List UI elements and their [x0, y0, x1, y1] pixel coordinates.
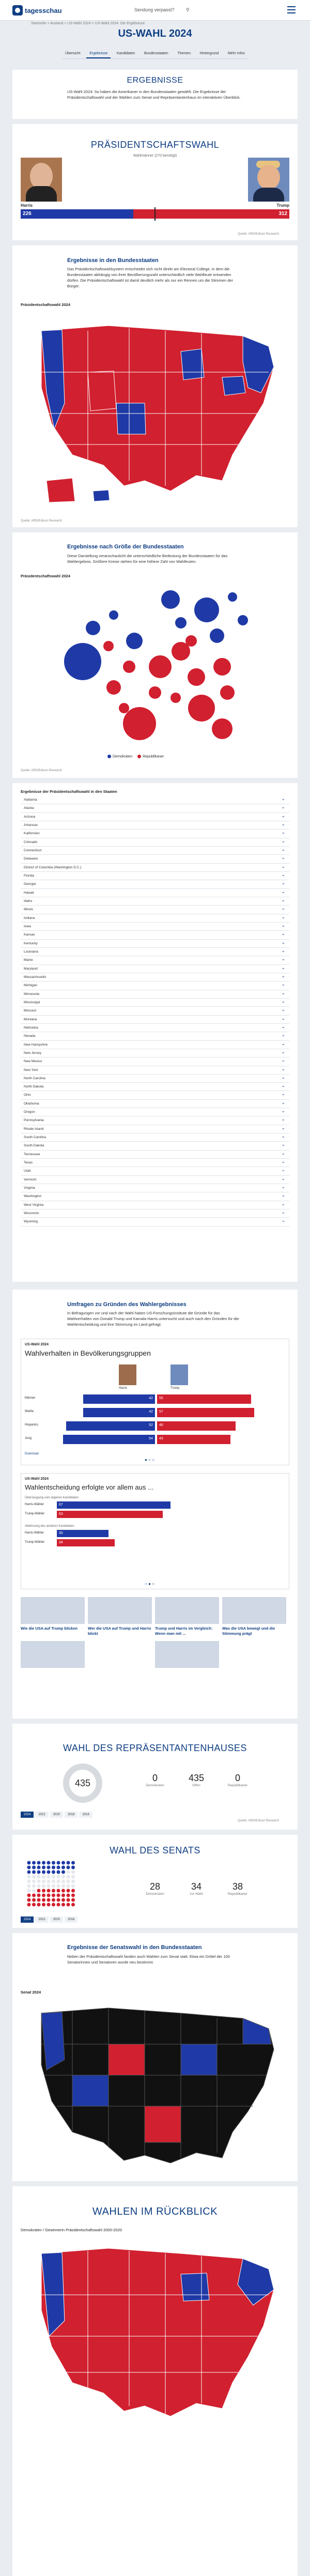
poll1-download[interactable]: Download — [25, 1452, 39, 1455]
state-row[interactable]: Florida ⌄ — [21, 872, 289, 880]
state-row[interactable]: Nebraska ⌄ — [21, 1024, 289, 1032]
poll-row — [25, 1393, 285, 1406]
senate-seat — [57, 1894, 60, 1897]
senate-seat — [37, 1861, 41, 1865]
teaser-image — [222, 1597, 286, 1624]
tab-candidates[interactable]: Kandidaten — [116, 52, 135, 55]
trump-label: Trump — [276, 203, 289, 208]
poll-row-label: Hispanics — [25, 1423, 39, 1427]
senate-seat — [37, 1889, 41, 1893]
state-row[interactable]: New Jersey ⌄ — [21, 1049, 289, 1057]
senate-seat — [57, 1884, 60, 1888]
senate-seat — [47, 1894, 51, 1897]
poll-trump-name: Trump — [171, 1387, 180, 1390]
harris-votes: 226 — [23, 211, 32, 217]
legend-rep: Republikaner — [143, 755, 164, 759]
state-row[interactable]: West Virginia ⌄ — [21, 1201, 289, 1209]
poll-row — [25, 1420, 285, 1433]
results-text: US-Wahl 2024: So haben die Amerikaner in den Bundesstaaten gewählt. Die Ergebnisse der Präsidentschaftswahl und der Wahlen zum Senat und Repräsentantenhaus im interaktiven Überblick. — [67, 89, 241, 100]
senate-seat — [61, 1889, 65, 1893]
poll2-label-h1: Harris-Wähler — [25, 1503, 44, 1506]
house-tab-3[interactable]: 2020 — [50, 1812, 63, 1818]
state-row[interactable]: Washington ⌄ — [21, 1192, 289, 1201]
senate-seat — [52, 1884, 55, 1888]
site-logo-text[interactable]: tagesschau — [25, 7, 62, 14]
senate-tab-4[interactable]: 2018 — [65, 1916, 78, 1923]
senate-seat — [47, 1903, 51, 1907]
house-tab-4[interactable]: 2018 — [65, 1812, 78, 1818]
senate-seat — [61, 1903, 65, 1907]
menu-icon[interactable] — [287, 6, 296, 13]
teaser-image — [21, 1597, 85, 1624]
senate-seat — [27, 1903, 31, 1907]
tab-results[interactable]: Ergebnisse — [86, 50, 111, 58]
senate-seat — [32, 1898, 36, 1902]
bubble-text: Diese Darstellung veranschaulicht die unterschiedliche Bedeutung der Bundesstaaten für das Wahlergebnis. Größere Kreise stehen für eine höhere Zahl von Wahlleuten. — [67, 554, 228, 564]
results-heading: ERGEBNISSE — [127, 76, 183, 85]
senate-seat — [67, 1870, 70, 1874]
senate-seat — [32, 1870, 36, 1874]
state-row[interactable]: Wyoming ⌄ — [21, 1218, 289, 1226]
page-title: US-WAHL 2024 — [118, 28, 192, 39]
state-row[interactable]: New Mexico ⌄ — [21, 1057, 289, 1066]
senate-seat — [52, 1889, 55, 1893]
poll1-title: Wahlverhalten in Bevölkerungsgruppen — [25, 1349, 151, 1357]
senate-seat — [42, 1884, 45, 1888]
senate-rep-stat: 38 Republikaner — [227, 1881, 248, 1896]
poll-harris-bar: 52 — [66, 1421, 155, 1431]
senate-seat — [61, 1870, 65, 1874]
electoral-bar — [21, 209, 289, 219]
state-row[interactable]: Vermont ⌄ — [21, 1176, 289, 1184]
us-ec-map[interactable] — [26, 310, 284, 517]
senate-seat — [32, 1894, 36, 1897]
state-row[interactable]: Delaware ⌄ — [21, 855, 289, 863]
state-row[interactable]: Kalifornien ⌄ — [21, 830, 289, 838]
state-row[interactable]: Idaho ⌄ — [21, 897, 289, 906]
senate-seat — [71, 1884, 75, 1888]
state-row[interactable]: Ohio ⌄ — [21, 1091, 289, 1099]
senate-tabs — [21, 1916, 78, 1923]
senate-seat — [37, 1875, 41, 1879]
senate-seat — [52, 1866, 55, 1869]
senate-seat — [61, 1875, 65, 1879]
senate-seat — [71, 1866, 75, 1869]
bubble-heading: Ergebnisse nach Größe der Bundesstaaten — [67, 544, 184, 550]
senate-seat — [27, 1898, 31, 1902]
senate-seat — [57, 1866, 60, 1869]
senate-seat — [47, 1898, 51, 1902]
senate-tab-3[interactable]: 2020 — [50, 1916, 63, 1923]
state-row[interactable]: Indiana ⌄ — [21, 914, 289, 923]
tab-topics[interactable]: Themen — [177, 52, 191, 55]
senate-seat — [67, 1903, 70, 1907]
state-row[interactable]: Maryland ⌄ — [21, 965, 289, 973]
carousel-dots-1[interactable]: ● ○ ○ — [145, 1458, 154, 1462]
state-row[interactable]: Minnesota ⌄ — [21, 990, 289, 999]
teaser-tile-4[interactable]: Was die USA bewegt und die Stimmung prägt — [222, 1597, 286, 1636]
senate-seat — [67, 1898, 70, 1902]
ec-map-label: Präsidentschaftswahl 2024 — [21, 302, 70, 307]
senate-map-heading: Ergebnisse der Senatswahl in den Bundesstaaten — [67, 1944, 202, 1951]
tagesschau-logo-icon[interactable] — [12, 5, 23, 16]
trump-portrait — [248, 158, 289, 202]
senate-seat — [57, 1880, 60, 1883]
poll2-bar-t2: 34 — [57, 1539, 115, 1546]
senate-seat — [27, 1884, 31, 1888]
senate-seat — [61, 1894, 65, 1897]
tab-overview[interactable]: Übersicht — [65, 52, 81, 55]
poll-trump-bar: 57 — [157, 1408, 254, 1417]
state-row[interactable]: Alaska ⌄ — [21, 804, 289, 812]
poll-trump-photo — [171, 1364, 188, 1385]
senate-seat — [61, 1861, 65, 1865]
senate-seat — [27, 1889, 31, 1893]
senate-tab-2[interactable]: 2022 — [35, 1916, 48, 1923]
bubble-chart-label: Präsidentschaftswahl 2024 — [21, 574, 70, 578]
senate-seat — [47, 1884, 51, 1888]
house-tabs — [21, 1812, 92, 1818]
senate-seat — [47, 1870, 51, 1874]
majority-marker — [154, 207, 156, 221]
poll-trump-bar: 46 — [157, 1421, 236, 1431]
senate-map[interactable] — [26, 1998, 284, 2173]
state-row[interactable]: Hawaii ⌄ — [21, 889, 289, 897]
senate-seat — [42, 1870, 45, 1874]
senate-seat — [52, 1894, 55, 1897]
poll2-kicker: US-Wahl 2024 — [25, 1477, 49, 1481]
state-row[interactable]: Oklahoma ⌄ — [21, 1100, 289, 1108]
state-row[interactable]: Maine ⌄ — [21, 956, 289, 964]
teaser-image — [88, 1597, 152, 1624]
senate-seat — [57, 1898, 60, 1902]
senate-seat — [71, 1870, 75, 1874]
poll-row-label: Männer — [25, 1397, 36, 1400]
harris-label: Harris — [21, 203, 33, 208]
breadcrumb[interactable]: Startseite > Ausland > US-Wahl 2024 > US-Wahl 2024: Die Ergebnisse — [31, 22, 145, 25]
state-row[interactable]: District of Columbia (Washington D.C.) ⌄ — [21, 864, 289, 872]
poll-harris-photo — [119, 1364, 136, 1385]
teaser-image — [155, 1641, 219, 1668]
state-row[interactable]: Arkansas ⌄ — [21, 821, 289, 830]
state-row[interactable]: Missouri ⌄ — [21, 1007, 289, 1015]
senate-seat — [47, 1861, 51, 1865]
poll-row — [25, 1433, 285, 1447]
poll-trump-bar: 43 — [157, 1435, 230, 1444]
senate-seat — [52, 1870, 55, 1874]
teaser-tile-1[interactable]: Wie die USA auf Trump blicken — [21, 1597, 85, 1631]
senate-seat — [61, 1866, 65, 1869]
state-row[interactable]: Michigan ⌄ — [21, 982, 289, 990]
senate-seat — [47, 1875, 51, 1879]
senate-seat — [47, 1866, 51, 1869]
poll-row-label: Jung — [25, 1437, 32, 1440]
polls-text: In Befragungen vor und nach der Wahl haben US-Forschungsinstitute die Gründe für das Wahlverhalten von Donald Trump und Kamala Harris untersucht und auch nach den Gründen für die Wahlentscheidung und ihre Stimmung im Land gefragt. — [67, 1311, 239, 1327]
senate-seat-grid — [26, 1860, 78, 1909]
ec-source: Quelle: ARD/Edison Research — [21, 519, 63, 523]
senate-seat — [57, 1903, 60, 1907]
poll-trump-bar: 55 — [157, 1394, 251, 1404]
state-row[interactable]: New York ⌄ — [21, 1066, 289, 1075]
poll-harris-name: Harris — [119, 1387, 127, 1390]
senate-seat — [47, 1880, 51, 1883]
house-dem-stat: 0 Demokraten — [146, 1773, 164, 1787]
house-tab-2[interactable]: 2022 — [35, 1812, 48, 1818]
house-total: 435 — [74, 1778, 91, 1788]
state-row[interactable]: North Dakota ⌄ — [21, 1083, 289, 1091]
senate-seat — [57, 1889, 60, 1893]
poll-harris-bar: 42 — [83, 1394, 155, 1404]
state-row[interactable]: Georgia ⌄ — [21, 880, 289, 888]
senate-seat — [27, 1861, 31, 1865]
senate-seat — [32, 1861, 36, 1865]
president-source: Quelle: ARD/Edison Research — [238, 233, 280, 236]
senate-seat — [37, 1866, 41, 1869]
rep-legend-icon — [137, 755, 141, 758]
section-nav — [62, 50, 248, 59]
state-row[interactable]: Texas ⌄ — [21, 1159, 289, 1167]
senate-seat — [37, 1880, 41, 1883]
teaser-image — [21, 1641, 85, 1668]
senate-seat — [71, 1903, 75, 1907]
state-row[interactable]: Rhode Island ⌄ — [21, 1125, 289, 1133]
senate-seat — [52, 1861, 55, 1865]
state-row[interactable]: Colorado ⌄ — [21, 838, 289, 847]
senate-seat — [42, 1894, 45, 1897]
senate-seat — [27, 1875, 31, 1879]
senate-seat — [61, 1884, 65, 1888]
senate-heading: WAHL DES SENATS — [110, 1845, 200, 1856]
missed-show-link[interactable]: Sendung verpasst? — [134, 7, 175, 12]
state-row[interactable]: North Carolina ⌄ — [21, 1075, 289, 1083]
senate-seat — [71, 1898, 75, 1902]
senate-seat — [67, 1866, 70, 1869]
review-label: Demokraten / Gewinnerin Präsidentschaftswahl 2000-2020 — [21, 2228, 122, 2232]
senate-seat — [67, 1880, 70, 1883]
harris-bar-fill — [21, 209, 133, 219]
senate-seat — [37, 1894, 41, 1897]
house-open-stat: 435 Offen — [188, 1773, 205, 1787]
senate-seat — [42, 1861, 45, 1865]
senate-seat — [71, 1880, 75, 1883]
senate-seat — [52, 1880, 55, 1883]
state-row[interactable]: Louisiana ⌄ — [21, 948, 289, 956]
ec-text: Das Präsidentschaftswahlsystem entscheidet sich nicht direkt am Electoral College, in dem die Bundesstaaten abhängig von ihrer Bevölkerungszahl unterschiedlich viele Wahlleute entsenden dürfen. Die Präsidentschaftswahl ist damit deutlich mehr als nur ein Rennen um die Stimmen der Bürger. — [67, 267, 233, 288]
senate-seat — [57, 1861, 60, 1865]
house-heading: WAHL DES REPRÄSENTANTENHAUSES — [63, 1743, 247, 1753]
state-row[interactable]: Kansas ⌄ — [21, 931, 289, 939]
state-row[interactable]: Montana ⌄ — [21, 1016, 289, 1024]
state-row[interactable]: Iowa ⌄ — [21, 923, 289, 931]
teaser-tile-2[interactable]: Wer die USA auf Trump und Harris blickt — [88, 1597, 152, 1636]
senate-seat — [32, 1866, 36, 1869]
review-heading: WAHLEN IM RÜCKBLICK — [92, 2206, 218, 2217]
senate-seat — [71, 1894, 75, 1897]
senate-open-stat: 34 zur Wahl — [190, 1881, 203, 1896]
state-row[interactable]: Tennessee ⌄ — [21, 1151, 289, 1159]
senate-seat — [42, 1889, 45, 1893]
senate-seat — [61, 1880, 65, 1883]
state-row[interactable]: Wisconsin ⌄ — [21, 1209, 289, 1218]
state-row[interactable]: Arizona ⌄ — [21, 813, 289, 821]
harris-portrait — [21, 158, 62, 202]
teaser-tile-6[interactable] — [155, 1641, 219, 1668]
poll2-group2: Ablehnung des anderen Kandidaten — [25, 1525, 74, 1528]
senate-seat — [67, 1884, 70, 1888]
ec-heading: Ergebnisse in den Bundesstaaten — [67, 257, 159, 264]
state-row[interactable]: Oregon ⌄ — [21, 1108, 289, 1116]
senate-seat — [71, 1875, 75, 1879]
president-subtitle: Wahlmänner (270 benötigt) — [133, 154, 177, 158]
poll-row — [25, 1406, 285, 1420]
senate-seat — [67, 1889, 70, 1893]
poll-rows — [25, 1393, 285, 1447]
poll2-bar-h2: 30 — [57, 1530, 109, 1537]
poll2-label-h2: Harris-Wähler — [25, 1531, 44, 1535]
president-heading: PRÄSIDENTSCHAFTSWAHL — [90, 140, 220, 150]
poll1-kicker: US-Wahl 2024 — [25, 1343, 49, 1346]
states-accordion — [21, 796, 289, 1226]
search-icon[interactable]: ⚲ — [186, 7, 190, 12]
house-tab-5[interactable]: 2016 — [79, 1812, 92, 1818]
poll-row-label: Weiße — [25, 1410, 34, 1413]
state-row[interactable]: Connecticut ⌄ — [21, 847, 289, 855]
state-row[interactable]: Mississippi ⌄ — [21, 999, 289, 1007]
house-rep-stat: 0 Republikaner — [227, 1773, 248, 1787]
senate-seat — [42, 1898, 45, 1902]
senate-seat — [52, 1875, 55, 1879]
poll-harris-bar: 54 — [63, 1435, 155, 1444]
senate-seat — [47, 1889, 51, 1893]
site-header — [0, 0, 310, 21]
state-row[interactable]: Pennsylvania ⌄ — [21, 1116, 289, 1125]
state-row[interactable]: Utah ⌄ — [21, 1167, 289, 1175]
senate-seat — [67, 1894, 70, 1897]
review-map[interactable] — [26, 2238, 284, 2424]
senate-seat — [32, 1889, 36, 1893]
poll2-label-t1: Trump-Wähler — [25, 1512, 45, 1515]
senate-seat — [37, 1898, 41, 1902]
state-row[interactable]: New Hampshire ⌄ — [21, 1041, 289, 1049]
senate-dem-stat: 28 Demokraten — [146, 1881, 164, 1896]
senate-tab-1[interactable]: 2024 — [21, 1916, 34, 1923]
poll2-group1: Überzeugung vom eigenen Kandidaten — [25, 1496, 79, 1499]
senate-seat — [52, 1898, 55, 1902]
poll2-title: Wahlentscheidung erfolgte vor allem aus ... — [25, 1483, 153, 1491]
house-tab-1[interactable]: 2024 — [21, 1812, 34, 1818]
senate-seat — [71, 1861, 75, 1865]
tab-background[interactable]: Hintergrund — [199, 52, 219, 55]
senate-seat — [27, 1880, 31, 1883]
tab-more[interactable]: Mehr Infos — [227, 52, 245, 55]
senate-seat — [27, 1870, 31, 1874]
polls-heading: Umfragen zu Gründen des Wahlergebnisses — [67, 1301, 187, 1308]
teaser-image — [155, 1597, 219, 1624]
poll2-bar-h1: 67 — [57, 1501, 171, 1509]
senate-seat — [57, 1875, 60, 1879]
tab-states[interactable]: Bundesstaaten — [144, 52, 168, 55]
state-row[interactable]: Kentucky ⌄ — [21, 940, 289, 948]
state-row[interactable]: Illinois ⌄ — [21, 906, 289, 914]
senate-seat — [42, 1903, 45, 1907]
senate-map-text: Neben der Präsidentschaftswahl fanden auch Wahlen zum Senat statt. Etwa ein Drittel der 100 Senatorinnen und Senatoren wurde neu bestimmt. — [67, 1954, 230, 1965]
teaser-tile-3[interactable]: Trump und Harris im Vergleich: Wenn man mit ... — [155, 1597, 219, 1636]
state-row[interactable]: Alabama ⌄ — [21, 796, 289, 804]
carousel-dots-2[interactable]: ○ ● ○ — [145, 1582, 154, 1586]
senate-seat — [37, 1870, 41, 1874]
senate-seat — [37, 1903, 41, 1907]
states-heading: Ergebnisse der Präsidentschaftswahl in den Staaten — [21, 789, 117, 794]
trump-votes: 312 — [278, 211, 287, 217]
senate-seat — [27, 1866, 31, 1869]
state-row[interactable]: Virginia ⌄ — [21, 1184, 289, 1192]
bubble-map[interactable] — [52, 579, 258, 749]
senate-seat — [71, 1889, 75, 1893]
state-row[interactable]: Massachusetts ⌄ — [21, 973, 289, 982]
legend-dem: Demokraten — [113, 755, 133, 759]
teaser-tile-5[interactable] — [21, 1641, 85, 1668]
senate-seat — [61, 1898, 65, 1902]
senate-seat — [67, 1875, 70, 1879]
senate-seat — [42, 1880, 45, 1883]
state-row[interactable]: South Dakota ⌄ — [21, 1142, 289, 1150]
poll2-label-t2: Trump-Wähler — [25, 1541, 45, 1544]
bubble-source: Quelle: ARD/Edison Research — [21, 769, 63, 772]
house-source: Quelle: ARD/Edison Research — [238, 1819, 280, 1822]
senate-seat — [27, 1894, 31, 1897]
dem-legend-icon — [107, 755, 111, 758]
senate-seat — [32, 1903, 36, 1907]
state-row[interactable]: South Carolina ⌄ — [21, 1133, 289, 1142]
senate-seat — [32, 1884, 36, 1888]
bubble-legend — [103, 755, 164, 758]
senate-seat — [32, 1875, 36, 1879]
senate-map-label: Senat 2024 — [21, 1990, 41, 1995]
senate-seat — [42, 1866, 45, 1869]
senate-seat — [57, 1870, 60, 1874]
senate-seat — [42, 1875, 45, 1879]
senate-seat — [32, 1880, 36, 1883]
senate-seat — [52, 1903, 55, 1907]
poll2-bar-t1: 63 — [57, 1511, 163, 1518]
senate-seat — [67, 1861, 70, 1865]
poll-harris-bar: 42 — [83, 1408, 155, 1417]
senate-seat — [37, 1884, 41, 1888]
state-row[interactable]: Nevada ⌄ — [21, 1032, 289, 1040]
